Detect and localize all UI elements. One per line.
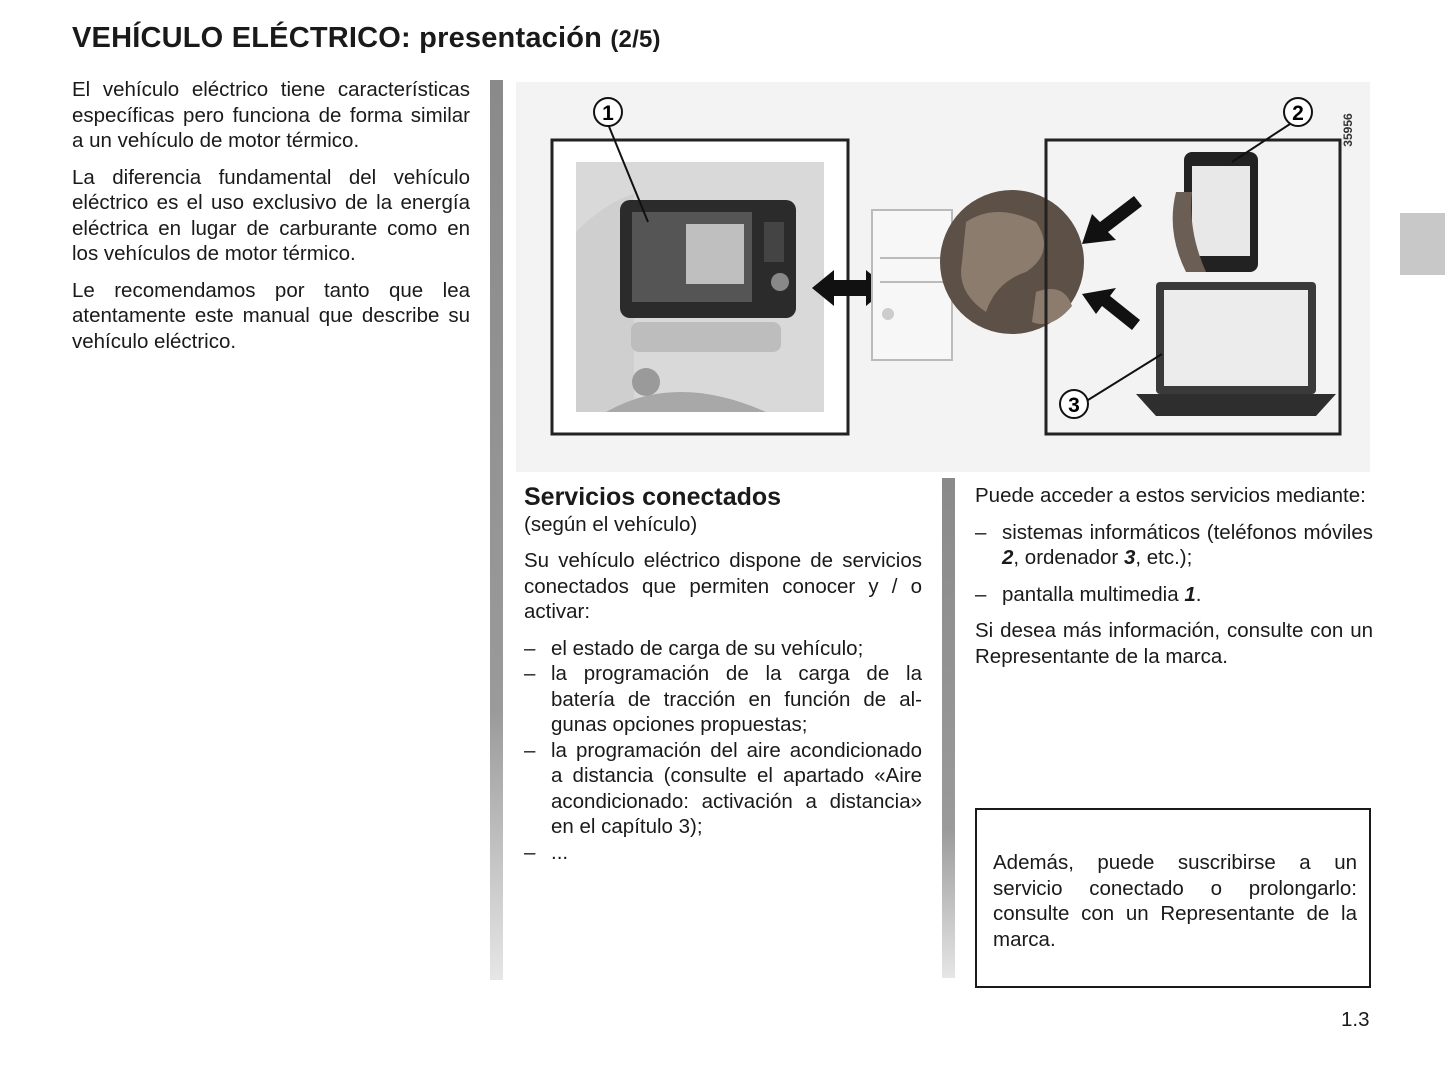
svg-text:2: 2 bbox=[1292, 102, 1304, 125]
services-list-item: – la programación de la carga de la batería de tracción en función de algunas opciones propuestas; bbox=[524, 661, 922, 738]
callout-1 bbox=[594, 98, 622, 126]
callout-3 bbox=[1060, 390, 1088, 418]
ref-2: 2 bbox=[1002, 546, 1014, 569]
access-list-item: – sistemas informáticos (teléfonos móviles 2, ordenador 3, etc.); bbox=[975, 520, 1373, 571]
note-box bbox=[975, 808, 1371, 988]
services-heading: Servicios conectados bbox=[524, 483, 782, 511]
access-list bbox=[975, 520, 1373, 608]
access-intro: Puede acceder a estos servicios mediante: bbox=[975, 484, 1366, 507]
svg-text:1: 1 bbox=[602, 102, 614, 125]
note-text: Además, puede suscribirse a un servicio conectado o prolongarlo: consulte con un Representante de la marca. bbox=[993, 851, 1357, 951]
illustration-svg bbox=[516, 82, 1370, 472]
ref-3: 3 bbox=[1123, 546, 1136, 569]
ref-1: 1 bbox=[1184, 582, 1196, 606]
callout-2 bbox=[1284, 98, 1312, 126]
intro-paragraph-2: La diferencia fundamental del vehículo eléctrico es el uso exclusivo de la energía eléctrica en lugar de carburante como en los vehículos de motor térmico. bbox=[72, 165, 470, 265]
arrow-to-laptop bbox=[1082, 288, 1140, 330]
chapter-tab bbox=[1400, 213, 1445, 275]
intro-column bbox=[72, 77, 470, 354]
page-title bbox=[72, 22, 661, 55]
services-intro: Su vehículo eléctrico dispone de servicios conectados que permiten conocer y / o activar: bbox=[524, 549, 922, 623]
services-list-item: – ... bbox=[524, 840, 922, 866]
server-icon bbox=[872, 210, 952, 360]
title-part: (2/5) bbox=[610, 26, 661, 53]
intro-paragraph-1: El vehículo eléctrico tiene características específicas pero funciona de forma similar a un vehículo de motor térmico. bbox=[72, 78, 470, 152]
page-number: 1.3 bbox=[1341, 1008, 1370, 1031]
access-list-item: – pantalla multimedia 1. bbox=[975, 582, 1373, 608]
services-list-item: – la programación del aire acondicionado a distancia (consulte el apartado «Aire acondicionado: activación a distancia» en el capítulo 3); bbox=[524, 738, 922, 840]
services-column bbox=[524, 482, 922, 865]
access-more-info: Si desea más información, consulte con un Representante de la marca. bbox=[975, 619, 1373, 668]
intro-paragraph-3: Le recomendamos por tanto que lea atentamente este manual que describe su vehículo eléctrico. bbox=[72, 278, 470, 353]
services-list-item: – el estado de carga de su vehículo; bbox=[524, 636, 922, 662]
svg-text:3: 3 bbox=[1068, 394, 1080, 417]
column-divider-bar bbox=[490, 80, 503, 980]
services-list bbox=[524, 636, 922, 866]
title-text: VEHÍCULO ELÉCTRICO: presentación bbox=[72, 22, 603, 54]
column-divider-bar-2 bbox=[942, 478, 955, 978]
figure-code: 35956 bbox=[1341, 113, 1355, 147]
arrow-to-phone bbox=[1082, 196, 1142, 244]
services-subheading: (según el vehículo) bbox=[524, 513, 698, 536]
connected-services-illustration bbox=[516, 82, 1370, 472]
access-column bbox=[975, 483, 1373, 669]
